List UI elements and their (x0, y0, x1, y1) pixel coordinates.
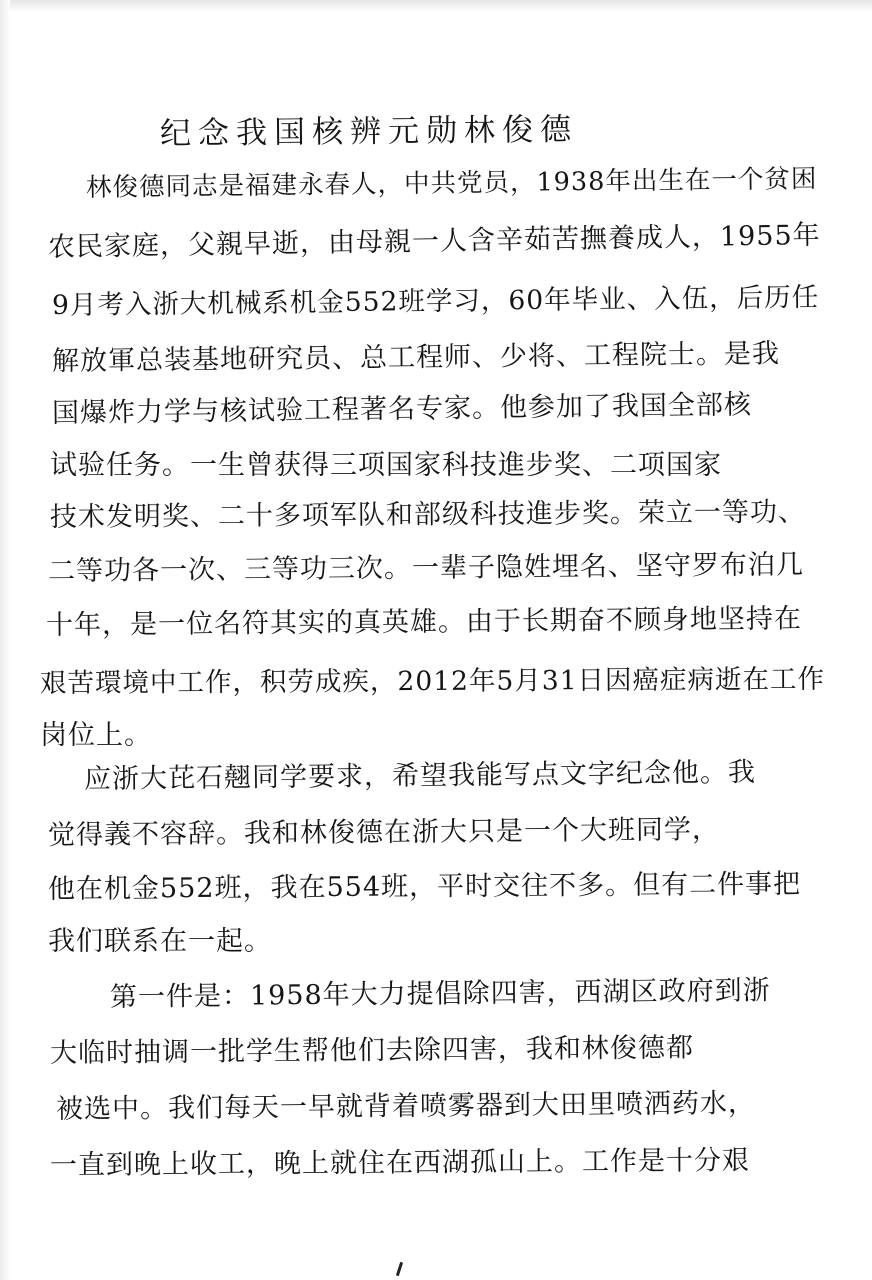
paragraph-biography-line-8: 二等功各一次、三等功三次。一辈子隐姓埋名、坚守罗布泊几 (47, 549, 805, 587)
paragraph-biography-line-11: 岗位上。 (40, 720, 152, 751)
paragraph-biography-line-6: 试验任务。一生曾获得三项国家科技進步奖、二项国家 (50, 450, 722, 481)
paragraph-first-event-line-1: 第一件是：1958年大力提倡除四害，西湖区政府到浙 (109, 975, 771, 1013)
scan-top-edge (0, 0, 872, 12)
paragraph-biography-line-5: 国爆炸力学与核试验工程著名专家。他参加了我国全部核 (51, 389, 753, 429)
paragraph-biography-line-2: 农民家庭，父親早逝，由母親一人含辛茹苦撫養成人，1955年 (47, 219, 821, 263)
paragraph-biography-line-10: 艰苦環境中工作，积劳成疾，2012年5月31日因癌症病逝在工作 (39, 663, 826, 699)
document-title: 纪念我国核辨元勋林俊德 (159, 111, 579, 152)
paragraph-request-line-2: 觉得義不容辞。我和林俊德在浙大只是一个大班同学， (47, 814, 721, 851)
scan-left-edge (0, 0, 10, 1280)
paragraph-first-event-line-2: 大临时抽调一批学生帮他们去除四害，我和林俊德都 (49, 1032, 695, 1069)
paragraph-biography-line-4: 解放軍总装基地研究员、总工程师、少将、工程院士。是我 (51, 338, 781, 377)
paragraph-biography-line-3: 9月考入浙大机械系机金552班学习，60年毕业、入伍，后历任 (51, 281, 820, 321)
page-edge-mark (396, 1262, 403, 1276)
paragraph-request-line-1: 应浙大芘石翹同学要求，希望我能写点文字纪念他。我 (83, 756, 757, 795)
paragraph-biography-line-7: 技术发明奖、二十多项军队和部级科技進步奖。荣立一等功、 (49, 496, 807, 533)
paragraph-biography-line-1: 林俊德同志是福建永春人，中共党员，1938年出生在一个贫困 (85, 164, 818, 203)
paragraph-first-event-line-3: 被选中。我们每天一早就背着喷雾器到大田里喷洒药水， (55, 1087, 757, 1125)
paragraph-request-line-3: 他在机金552班，我在554班，平时交往不多。但有二件事把 (47, 868, 802, 905)
paragraph-request-line-4: 我们联系在一起。 (48, 926, 272, 957)
paragraph-biography-line-9: 十年，是一位名符其实的真英雄。由于长期奋不顾身地坚持在 (45, 603, 803, 641)
paragraph-first-event-line-4: 一直到晚上收工，晚上就住在西湖孤山上。工作是十分艰 (49, 1145, 751, 1181)
